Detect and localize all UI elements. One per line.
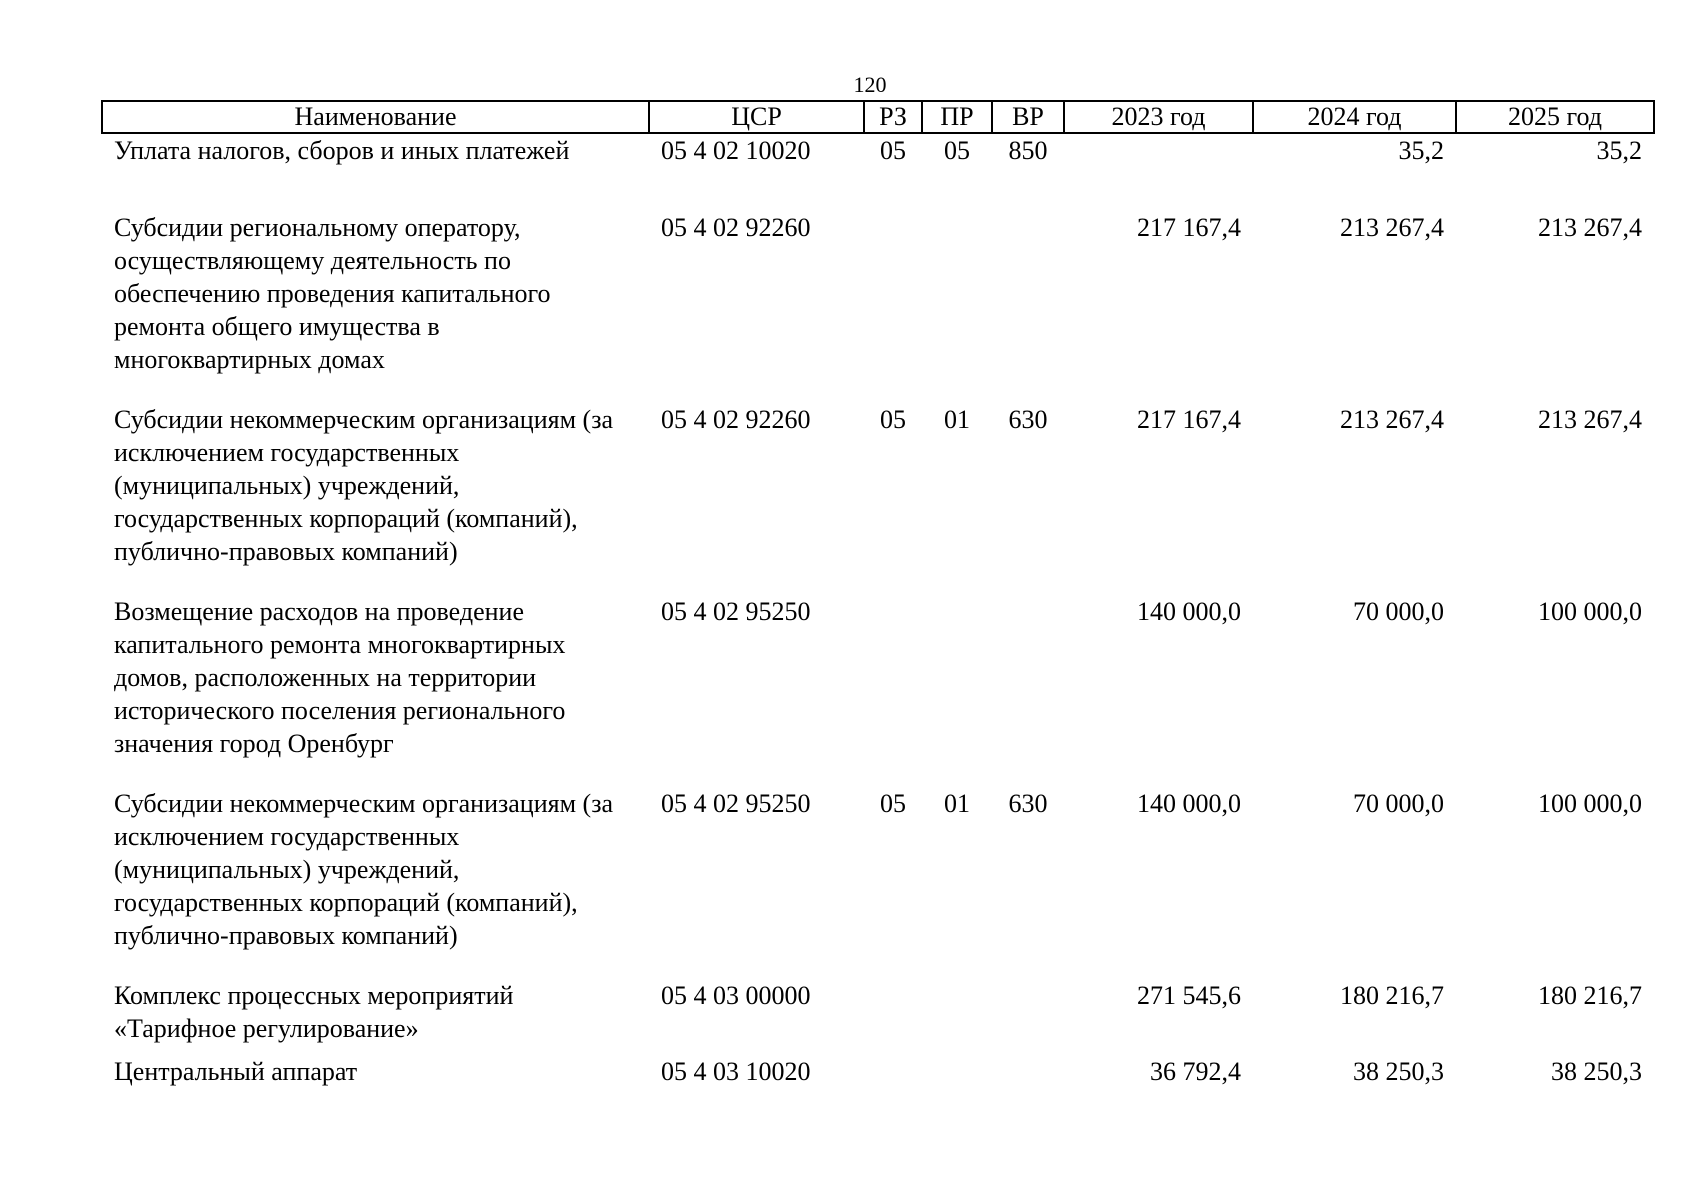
row-vr <box>992 211 1064 403</box>
row-2023 <box>1064 133 1253 211</box>
row-rz <box>864 595 922 787</box>
row-csr: 05 4 03 10020 <box>661 1057 811 1086</box>
row-name: Комплекс процессных мероприятий «Тарифное регулирование» <box>114 981 514 1043</box>
row-csr: 05 4 03 00000 <box>661 981 811 1010</box>
row-2025: 180 216,7 <box>1538 981 1642 1010</box>
table-row <box>102 787 1654 979</box>
header-vr: ВР <box>992 101 1064 133</box>
row-rz <box>864 211 922 403</box>
table-header-row <box>102 101 1654 133</box>
row-name: Субсидии некоммерческим организациям (за исключением государственных (муниципальных) учреждений, государственных корпораций (компаний), публично-правовых компаний) <box>114 789 614 950</box>
row-name: Субсидии региональному оператору, осуществляющему деятельность по обеспечению проведения капитального ремонта общего имущества в многоквартирных домах <box>114 213 551 374</box>
table-row <box>102 1055 1654 1094</box>
row-vr: 630 <box>1008 789 1048 818</box>
table-row <box>102 211 1654 403</box>
row-2024: 35,2 <box>1398 136 1444 165</box>
header-csr: ЦСР <box>649 101 864 133</box>
row-rz: 05 <box>880 405 906 434</box>
row-2025: 100 000,0 <box>1538 789 1642 818</box>
row-2023: 140 000,0 <box>1137 789 1241 818</box>
row-2023: 217 167,4 <box>1137 213 1241 242</box>
row-2025: 213 267,4 <box>1538 213 1642 242</box>
row-name: Субсидии некоммерческим организациям (за исключением государственных (муниципальных) учреждений, государственных корпораций (компаний), публично-правовых компаний) <box>114 405 614 566</box>
row-csr: 05 4 02 92260 <box>661 213 811 242</box>
row-vr <box>992 1055 1064 1094</box>
row-vr <box>992 979 1064 1055</box>
table-row <box>102 595 1654 787</box>
row-rz: 05 <box>880 136 906 165</box>
row-name: Уплата налогов, сборов и иных платежей <box>114 136 570 165</box>
row-2023: 217 167,4 <box>1137 405 1241 434</box>
row-pr <box>922 595 992 787</box>
table-row <box>102 133 1654 211</box>
row-pr <box>922 979 992 1055</box>
header-pr: ПР <box>922 101 992 133</box>
row-name: Центральный аппарат <box>114 1057 358 1086</box>
row-2024: 70 000,0 <box>1353 597 1444 626</box>
row-pr: 05 <box>944 136 970 165</box>
row-2025: 100 000,0 <box>1538 597 1642 626</box>
table-row <box>102 979 1654 1055</box>
header-2024: 2024 год <box>1253 101 1456 133</box>
row-vr <box>992 595 1064 787</box>
row-2025: 35,2 <box>1596 136 1642 165</box>
header-2025: 2025 год <box>1456 101 1654 133</box>
header-rz: РЗ <box>864 101 922 133</box>
row-pr: 01 <box>944 789 970 818</box>
row-csr: 05 4 02 95250 <box>661 789 811 818</box>
row-pr: 01 <box>944 405 970 434</box>
header-2023: 2023 год <box>1064 101 1253 133</box>
row-2025: 38 250,3 <box>1551 1057 1642 1086</box>
row-csr: 05 4 02 10020 <box>661 136 811 165</box>
row-name: Возмещение расходов на проведение капитального ремонта многоквартирных домов, расположенных на территории исторического поселения регионального значения город Оренбург <box>114 597 566 758</box>
row-2023: 140 000,0 <box>1137 597 1241 626</box>
row-rz: 05 <box>880 789 906 818</box>
row-pr <box>922 1055 992 1094</box>
header-name: Наименование <box>102 101 649 133</box>
row-2025: 213 267,4 <box>1538 405 1642 434</box>
row-rz <box>864 1055 922 1094</box>
budget-table <box>101 100 1655 1094</box>
row-csr: 05 4 02 95250 <box>661 597 811 626</box>
row-2024: 213 267,4 <box>1340 405 1444 434</box>
row-2024: 38 250,3 <box>1353 1057 1444 1086</box>
row-2024: 180 216,7 <box>1340 981 1444 1010</box>
row-2024: 70 000,0 <box>1353 789 1444 818</box>
page-number: 120 <box>853 72 887 97</box>
row-2024: 213 267,4 <box>1340 213 1444 242</box>
row-rz <box>864 979 922 1055</box>
row-2023: 271 545,6 <box>1137 981 1241 1010</box>
table-row <box>102 403 1654 595</box>
row-csr: 05 4 02 92260 <box>661 405 811 434</box>
row-vr: 630 <box>1008 405 1048 434</box>
row-pr <box>922 211 992 403</box>
row-2023: 36 792,4 <box>1150 1057 1241 1086</box>
row-vr: 850 <box>1008 136 1048 165</box>
